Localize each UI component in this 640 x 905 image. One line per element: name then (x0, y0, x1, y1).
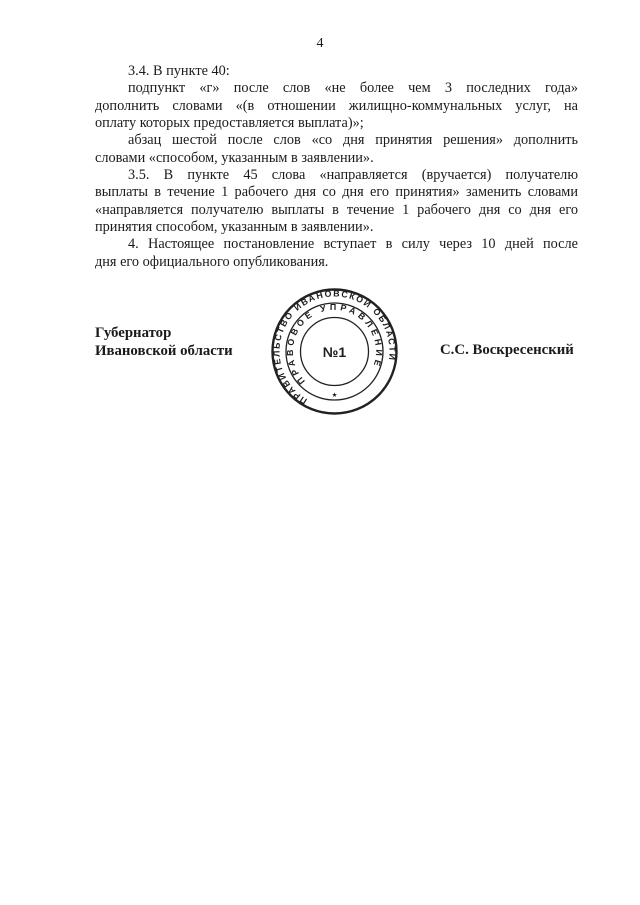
page-number: 4 (316, 36, 324, 51)
body-line: выплаты в течение 1 рабочего дня со дня его принятия» заменить словами (95, 184, 578, 201)
stamp-star-icon: ★ (331, 391, 338, 399)
body-line: принятия способом, указанным в заявлении». (95, 219, 374, 236)
signature-block (95, 324, 233, 360)
body-line: 3.4. В пункте 40: (128, 63, 230, 79)
stamp-inner-ring-text: ПРАВОВОЕ УПРАВЛЕНИЕ (284, 301, 385, 387)
body-line: «направляется получателю выплаты в течение 1 рабочего дня со дня его (95, 201, 578, 218)
signer-title-line2: Ивановской области (95, 343, 233, 359)
signer-title-line1: Губернатор (95, 325, 172, 341)
body-line: дополнить словами «(в отношении жилищно-коммунальных услуг, на (95, 97, 578, 114)
official-stamp (268, 285, 401, 418)
body-line: 4. Настоящее постановление вступает в силу через 10 дней после (128, 236, 578, 253)
stamp-outer-ring-text: ПРАВИТЕЛЬСТВО ИВАНОВСКОЙ ОБЛАСТИ (271, 288, 398, 407)
body-line: 3.5. В пункте 45 слова «направляется (вручается) получателю (128, 167, 578, 184)
body-line: дня его официального опубликования. (95, 253, 329, 270)
body-line: абзац шестой после слов «со дня принятия решения» дополнить (128, 132, 578, 149)
body-line: словами «способом, указанным в заявлении». (95, 149, 374, 166)
stamp-number: №1 (322, 344, 347, 360)
body-line: оплату которых предоставляется выплата)»; (95, 115, 364, 132)
body-line: подпункт «г» после слов «не более чем 3 последних года» (128, 80, 578, 97)
document-body (95, 63, 578, 271)
signer-name: С.С. Воскресенский (440, 342, 574, 358)
